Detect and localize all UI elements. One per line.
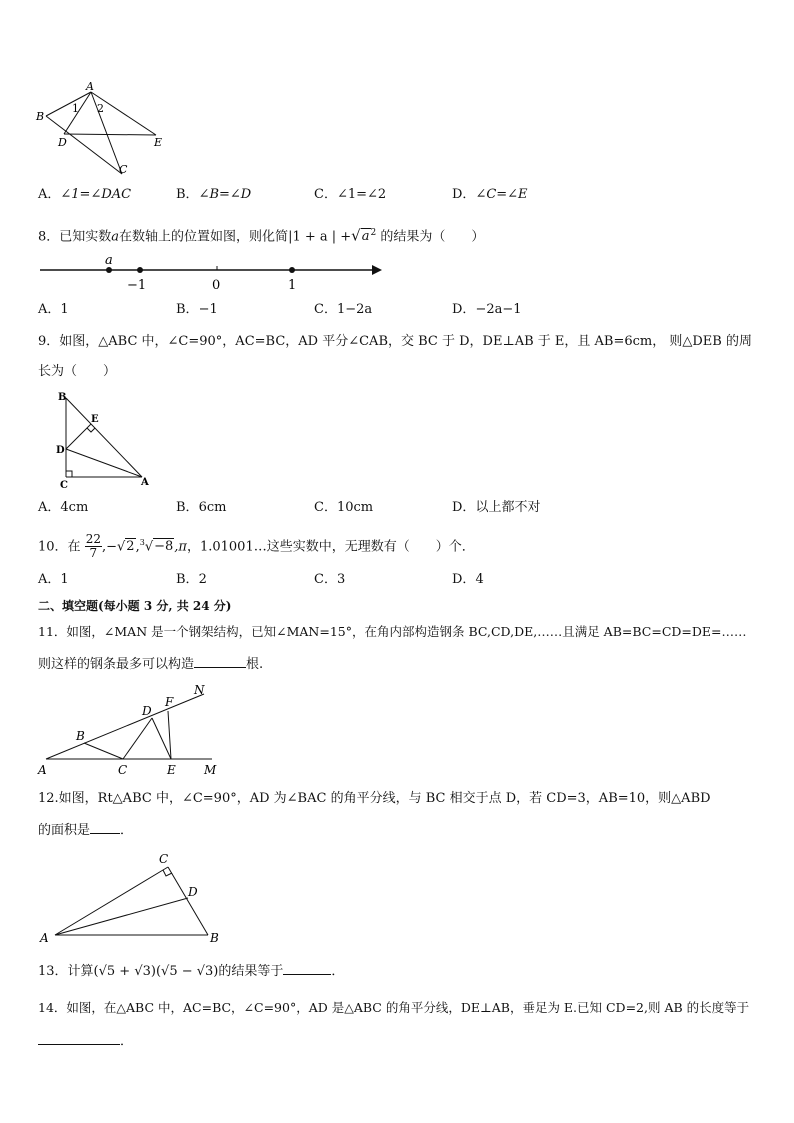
q8-option-d[interactable]: D．−2a−1 (452, 302, 522, 317)
fig12-label-a: A (40, 931, 49, 945)
q7-figure (34, 80, 174, 178)
q9-option-a[interactable]: A．4cm (38, 500, 89, 515)
fig9-label-e: E (91, 414, 99, 425)
axis-label-a: a (105, 253, 113, 268)
q8-number-line (36, 252, 386, 294)
q9-option-c[interactable]: C．10cm (314, 500, 374, 515)
axis-label-0: 0 (212, 278, 221, 293)
fig9-label-d: D (56, 445, 65, 456)
fig7-label-d: D (58, 136, 67, 149)
q12-stem-line1: 12.如图，Rt△ABC 中，∠C=90°，AD 为∠BAC 的角平分线，与 BC 相交于点 D，若 CD=3，AB=10，则△ABD (38, 791, 711, 806)
q9-stem-line1: 9．如图，△ABC 中，∠C=90°，AC=BC，AD 平分∠CAB，交 BC 于 D，DE⊥AB 于 E，且 AB=6cm， 则△DEB 的周 (38, 334, 752, 349)
q8-option-b[interactable]: B．−1 (176, 302, 218, 317)
q12-answer-blank[interactable] (90, 821, 120, 834)
fig9-label-c: C (60, 480, 68, 490)
q10-option-d[interactable]: D．4 (452, 572, 484, 587)
fig11-label-c: C (118, 763, 128, 777)
fig7-label-2: 2 (97, 102, 104, 115)
q11-stem-line2: 则这样的钢条最多可以构造 根. (38, 657, 264, 672)
q10-option-a[interactable]: A．1 (38, 572, 69, 587)
q9-stem-line2: 长为（ ） (38, 364, 117, 379)
axis-label-1: 1 (288, 278, 297, 293)
q11-stem-line1: 11．如图，∠MAN 是一个钢架结构，已知∠MAN=15°，在角内部构造钢条 BC,CD,DE,……且满足 AB=BC=CD=DE=…… (38, 624, 747, 639)
q10-fraction: $\frac{22}{7}$ (85, 532, 101, 561)
q9-figure (52, 390, 156, 490)
q7-option-c[interactable]: C．∠1=∠2 (314, 187, 387, 202)
q11-figure (34, 680, 234, 780)
q10-option-b[interactable]: B．2 (176, 572, 207, 587)
fig11-label-d: D (142, 704, 152, 718)
fig7-label-c: C (119, 163, 128, 176)
q8-option-c[interactable]: C．1−2a (314, 302, 373, 317)
fig11-label-e: E (167, 763, 176, 777)
fig11-label-m: M (204, 763, 217, 777)
fig11-label-f: F (165, 695, 174, 709)
q8-option-a[interactable]: A．1 (38, 302, 69, 317)
q10-option-c[interactable]: C．3 (314, 572, 346, 587)
q8-stem: 8．已知实数a在数轴上的位置如图，则化简|1 + a | $+√a^2$ 的结果为（ ） (38, 226, 485, 245)
q14-stem-line2: ． (38, 1032, 133, 1051)
q12-figure (38, 850, 228, 950)
q11-answer-blank[interactable] (194, 655, 246, 668)
fig12-label-d: D (188, 885, 198, 899)
fig11-label-b: B (76, 729, 85, 743)
q14-answer-blank[interactable] (38, 1032, 120, 1045)
fig7-label-a: A (86, 80, 94, 93)
q7-option-d[interactable]: D．∠C=∠E (452, 187, 528, 202)
q9-option-d[interactable]: D．以上都不对 (452, 500, 541, 515)
fig9-label-a: A (141, 477, 149, 488)
fig7-label-1: 1 (72, 102, 79, 115)
q13-stem: 13．计算(√5 + √3)(√5 − √3)的结果等于 ． (38, 964, 345, 979)
q7-option-b[interactable]: B．∠B=∠D (176, 187, 252, 202)
fig7-label-e: E (154, 136, 163, 149)
q10-stem: 10．在 $\frac{22}{7}$ ,−√2,$^3$√−8,π，1.01001…这些实数中，无理数有（ ）个． (38, 532, 475, 561)
q14-stem-line1: 14．如图，在△ABC 中，AC=BC，∠C=90°，AD 是△ABC 的角平分线，DE⊥AB，垂足为 E.已知 CD=2,则 AB 的长度等于 (38, 1000, 750, 1015)
fig11-label-a: A (38, 763, 47, 777)
q12-stem-line2: 的面积是 ． (38, 823, 134, 838)
q13-answer-blank[interactable] (283, 962, 331, 975)
fig7-label-b: B (36, 110, 45, 123)
q9-option-b[interactable]: B．6cm (176, 500, 227, 515)
fig9-label-b: B (58, 392, 67, 403)
fig12-label-b: B (210, 931, 219, 945)
q7-option-a[interactable]: A．∠1=∠DAC (38, 187, 132, 202)
section2-title: 二、填空题(每小题 3 分, 共 24 分) (38, 599, 232, 613)
fig12-label-c: C (159, 852, 169, 866)
fig11-label-n: N (194, 683, 205, 697)
axis-label-neg1: −1 (127, 278, 147, 293)
